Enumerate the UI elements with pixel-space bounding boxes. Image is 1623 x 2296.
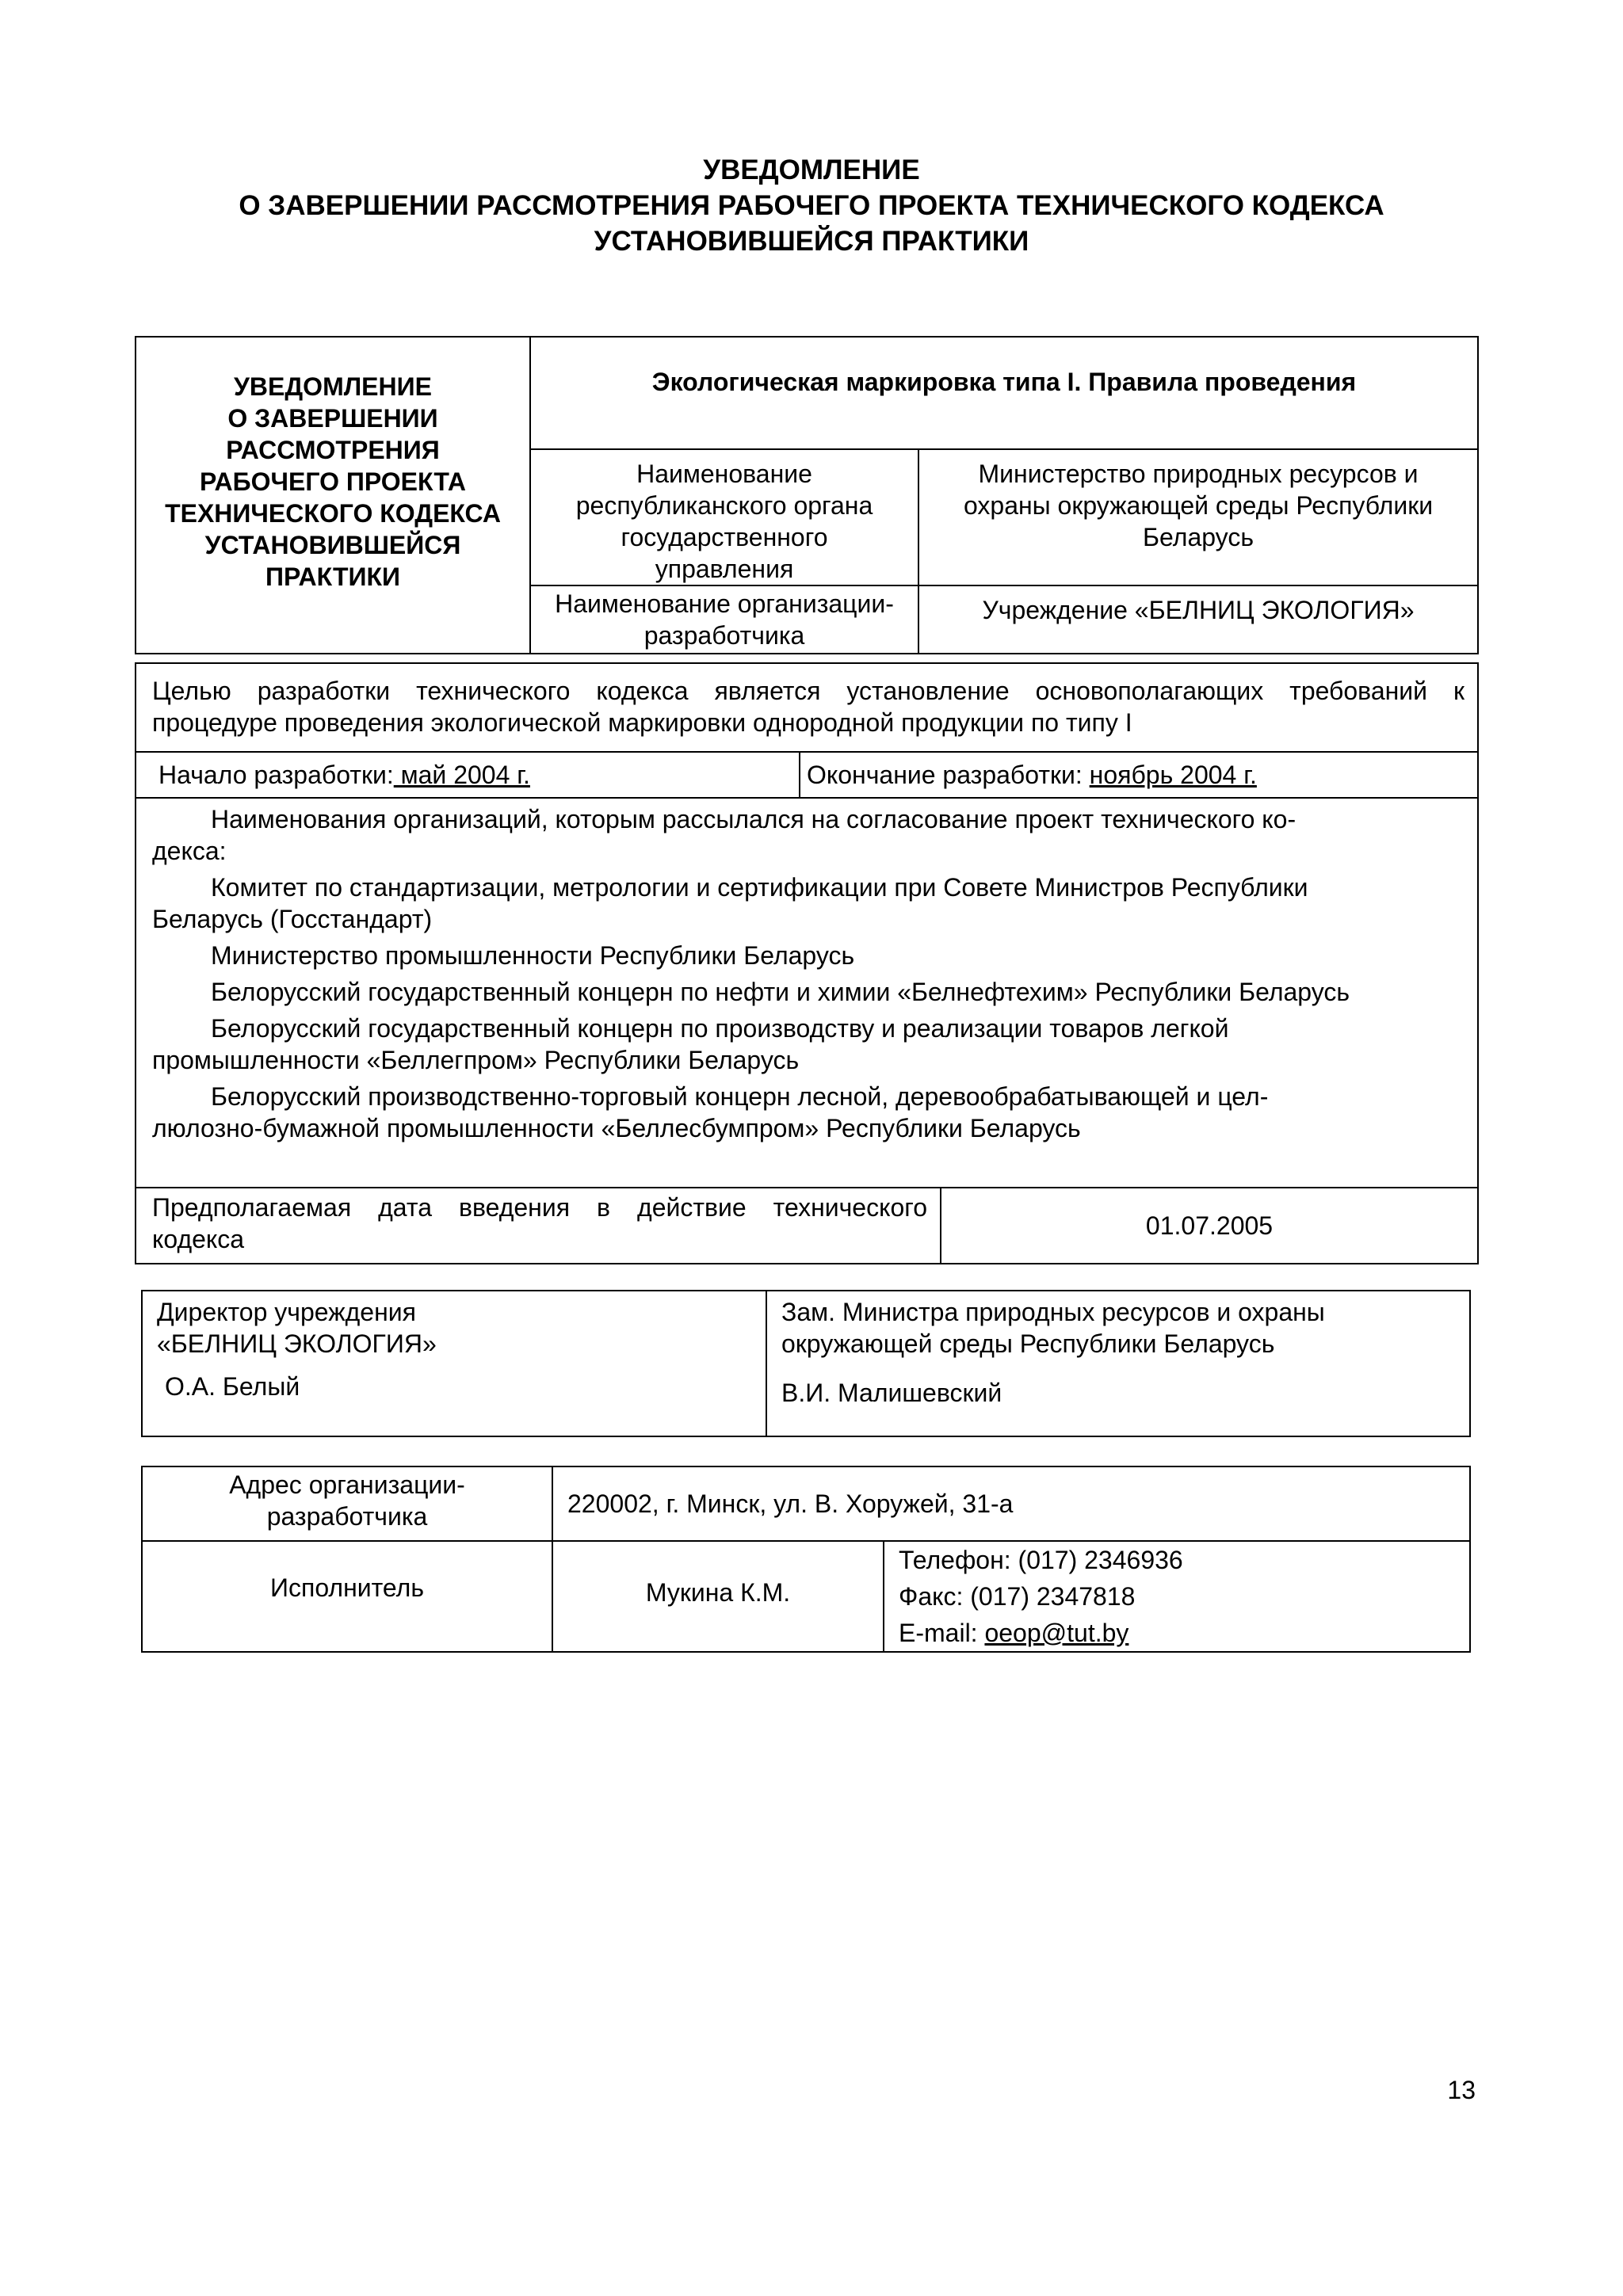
org-line: люлозно-бумажной промышленности «Беллесбумпром» Республики Беларусь [152,1114,1081,1142]
developer-value: Учреждение «БЕЛНИЦ ЭКОЛОГИЯ» [918,585,1478,654]
notice-label-line: РАССМОТРЕНИЯ [226,436,440,464]
fax-number: Факс: (017) 2347818 [899,1582,1136,1611]
authority-value-line: охраны окружающей среды Республики [963,491,1434,520]
end-date-value: ноябрь 2004 г. [1089,761,1257,789]
org-line: Беларусь (Госстандарт) [152,905,433,933]
notice-label-line: РАБОЧЕГО ПРОЕКТА [200,467,466,496]
effective-date-value: 01.07.2005 [941,1188,1478,1264]
org-item: Министерство промышленности Республики Беларусь [211,941,855,970]
org-item [152,1013,1465,1076]
developer-signature [142,1291,766,1436]
development-dates [136,752,1478,798]
title-line-1: УВЕДОМЛЕНИЕ [703,154,920,185]
developer-label [530,585,918,654]
title-line-3: УСТАНОВИВШЕЙСЯ ПРАКТИКИ [594,226,1029,257]
signer-name: О.А. Белый [165,1372,300,1401]
authority-value-line: Министерство природных ресурсов и [978,460,1419,488]
notice-label-line: О ЗАВЕРШЕНИИ [227,404,438,433]
effective-date-label-line: Предполагаемая дата введения в действие технического [152,1193,927,1222]
org-line: Белорусский производственно-торговый концерн лесной, деревообрабатывающей и цел- [211,1082,1269,1111]
title-line-2: О ЗАВЕРШЕНИИ РАССМОТРЕНИЯ РАБОЧЕГО ПРОЕКТА ТЕХНИЧЕСКОГО КОДЕКСА [239,190,1384,221]
org-line: промышленности «Беллегпром» Республики Беларусь [152,1046,800,1074]
address-label [142,1466,552,1541]
developer-label-line: разработчика [643,621,805,650]
approval-organizations [136,798,1478,1188]
email [899,1615,1469,1651]
signer-position: Директор учреждения [157,1298,416,1326]
details-table [135,662,1479,1264]
address-label-line: Адрес организации- [229,1470,465,1499]
email-link[interactable]: oeop@tut.by [984,1619,1129,1647]
executor-label: Исполнитель [142,1541,552,1652]
code-title: Экологическая маркировка типа I. Правила проведения [530,337,1478,449]
executor-contacts [884,1541,1470,1652]
page-number: 13 [1447,2076,1476,2104]
end-date-label: Окончание разработки: [807,761,1090,789]
notice-label-line: УВЕДОМЛЕНИЕ [234,372,432,401]
address-label-line: разработчика [266,1502,428,1531]
authority-label-line: управления [655,555,794,583]
orgs-intro-line: декса: [152,837,227,865]
contacts-table [141,1466,1471,1653]
notice-label-cell [136,337,530,654]
effective-date-label-line: кодекса [152,1225,245,1253]
development-goal [136,663,1478,752]
notice-label-line: ПРАКТИКИ [265,563,401,591]
notice-table [135,336,1479,654]
authority-value [918,449,1478,585]
end-date [800,753,1477,797]
goal-line: Целью разработки технического кодекса является установление основополагающих требований к [152,677,1465,705]
signer-position: Зам. Министра природных ресурсов и охраны [781,1298,1325,1326]
email-label: E-mail: [899,1619,985,1647]
org-line: Комитет по стандартизации, метрологии и сертификации при Совете Министров Республики [211,873,1308,902]
effective-date-label [136,1188,941,1264]
phone-number: Телефон: (017) 2346936 [899,1546,1183,1574]
start-date-label: Начало разработки: [158,761,394,789]
authority-label-line: Наименование [636,460,812,488]
signatures-table [141,1290,1471,1437]
org-item [152,871,1465,935]
executor-name: Мукина К.М. [552,1541,884,1652]
signer-organization: «БЕЛНИЦ ЭКОЛОГИЯ» [157,1329,437,1358]
org-item: Белорусский государственный концерн по нефти и химии «Белнефтехим» Республики Беларусь [211,978,1350,1006]
orgs-intro-line: Наименования организаций, которым рассылался на согласование проект технического ко- [211,805,1296,833]
address-value: 220002, г. Минск, ул. В. Хоружей, 31-а [552,1466,1470,1541]
org-item [152,1081,1465,1144]
org-line: Белорусский государственный концерн по производству и реализации товаров легкой [211,1014,1229,1043]
page-title [135,152,1488,259]
notice-label-line: ТЕХНИЧЕСКОГО КОДЕКСА [165,499,501,528]
authority-label [530,449,918,585]
authority-label-line: республиканского органа [575,491,873,520]
ministry-signature [766,1291,1470,1436]
start-date-value: май 2004 г. [393,761,530,789]
start-date [136,753,800,797]
developer-label-line: Наименование организации- [555,589,894,618]
signer-organization: окружающей среды Республики Беларусь [781,1329,1275,1358]
signer-name: В.И. Малишевский [781,1379,1002,1407]
authority-label-line: государственного [621,523,828,551]
authority-value-line: Беларусь [1143,523,1254,551]
notice-label-line: УСТАНОВИВШЕЙСЯ [204,531,461,559]
goal-line: процедуре проведения экологической маркировки однородной продукции по типу I [152,708,1132,737]
orgs-intro [152,803,1465,867]
